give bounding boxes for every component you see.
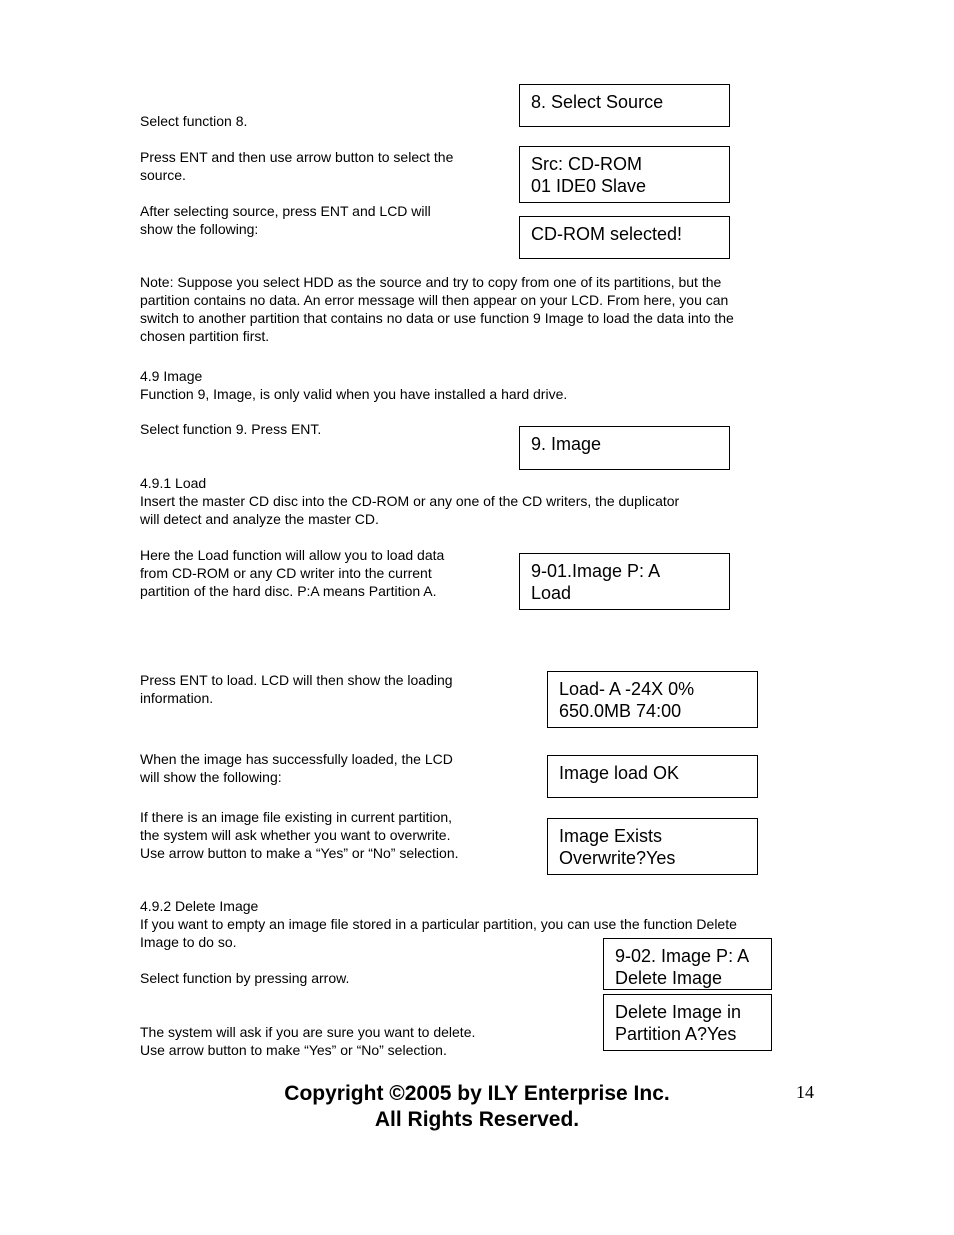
lcd-line: Load- A -24X 0% [559,679,695,699]
image-exists-line2: the system will ask whether you want to overwrite. [140,827,451,843]
select-function-8-text: Select function 8. [140,113,248,129]
lcd-line: 9. Image [531,434,602,454]
lcd-delete-image [603,938,772,990]
load-function-line3: partition of the hard disc. P:A means Partition A. [140,583,437,599]
confirm-delete-line2: Use arrow button to make “Yes” or “No” selection. [140,1042,447,1058]
section-heading-4-9-1: 4.9.1 Load [140,475,207,491]
load-function-line2: from CD-ROM or any CD writer into the current [140,565,432,581]
after-selecting-text-line2: show the following: [140,221,259,237]
lcd-line: Image Exists [559,826,663,846]
press-ent-load-line1: Press ENT to load. LCD will then show the loading [140,672,453,688]
delete-intro-line1: If you want to empty an image file stored in a particular partition, you can use the function Delete [140,916,737,932]
note-line4: chosen partition first. [140,328,270,344]
lcd-line: Src: CD-ROM [531,154,642,174]
lcd-select-source [519,84,730,127]
note-line1: Note: Suppose you select HDD as the source and try to copy from one of its partitions, but the [140,274,722,290]
lcd-line: 01 IDE0 Slave [531,176,647,196]
image-exists-line1: If there is an image file existing in current partition, [140,809,453,825]
lcd-line: 9-02. Image P: A [615,946,750,966]
lcd-line: Partition A?Yes [615,1024,737,1044]
image-loaded-line1: When the image has successfully loaded, the LCD [140,751,453,767]
lcd-delete-confirm [603,994,772,1051]
press-ent-text-line1: Press ENT and then use arrow button to select the [140,149,454,165]
rights-line: All Rights Reserved. [374,1108,580,1131]
lcd-line: 8. Select Source [531,92,664,112]
lcd-image-exists [547,818,758,875]
lcd-image [519,426,730,470]
image-exists-line3: Use arrow button to make a “Yes” or “No” selection. [140,845,459,861]
image-loaded-line2: will show the following: [140,769,282,785]
after-selecting-text-line1: After selecting source, press ENT and LCD will [140,203,431,219]
lcd-line: 650.0MB 74:00 [559,701,682,721]
select-function-9-text: Select function 9. Press ENT. [140,421,322,437]
insert-master-line2: will detect and analyze the master CD. [140,511,379,527]
section-heading-4-9: 4.9 Image [140,368,203,384]
lcd-line: Image load OK [559,763,680,783]
note-line2: partition contains no data. An error message will then appear on your LCD. From here, you can [140,292,729,308]
page-number: 14 [796,1082,814,1102]
section-heading-4-9-2: 4.9.2 Delete Image [140,898,259,914]
lcd-image-load-ok [547,755,758,798]
select-by-arrow-text: Select function by pressing arrow. [140,970,350,986]
lcd-line: 9-01.Image P: A [531,561,661,581]
lcd-image-load [519,553,730,610]
load-function-line1: Here the Load function will allow you to load data [140,547,445,563]
function-9-text: Function 9, Image, is only valid when you have installed a hard drive. [140,386,568,402]
lcd-line: CD-ROM selected! [531,224,683,244]
copyright-line: Copyright ©2005 by ILY Enterprise Inc. [284,1082,670,1105]
lcd-line: Load [531,583,572,603]
lcd-line: Overwrite?Yes [559,848,676,868]
delete-intro-line2: Image to do so. [140,934,237,950]
insert-master-line1: Insert the master CD disc into the CD-ROM or any one of the CD writers, the duplicator [140,493,680,509]
confirm-delete-line1: The system will ask if you are sure you want to delete. [140,1024,476,1040]
lcd-src-cdrom [519,146,730,203]
press-ent-text-line2: source. [140,167,186,183]
lcd-line: Delete Image in [615,1002,742,1022]
lcd-line: Delete Image [615,968,723,988]
lcd-loading-info [547,671,758,728]
press-ent-load-line2: information. [140,690,214,706]
lcd-cdrom-selected [519,216,730,259]
note-line3: switch to another partition that contains no data or use function 9 Image to load the data into the [140,310,734,326]
